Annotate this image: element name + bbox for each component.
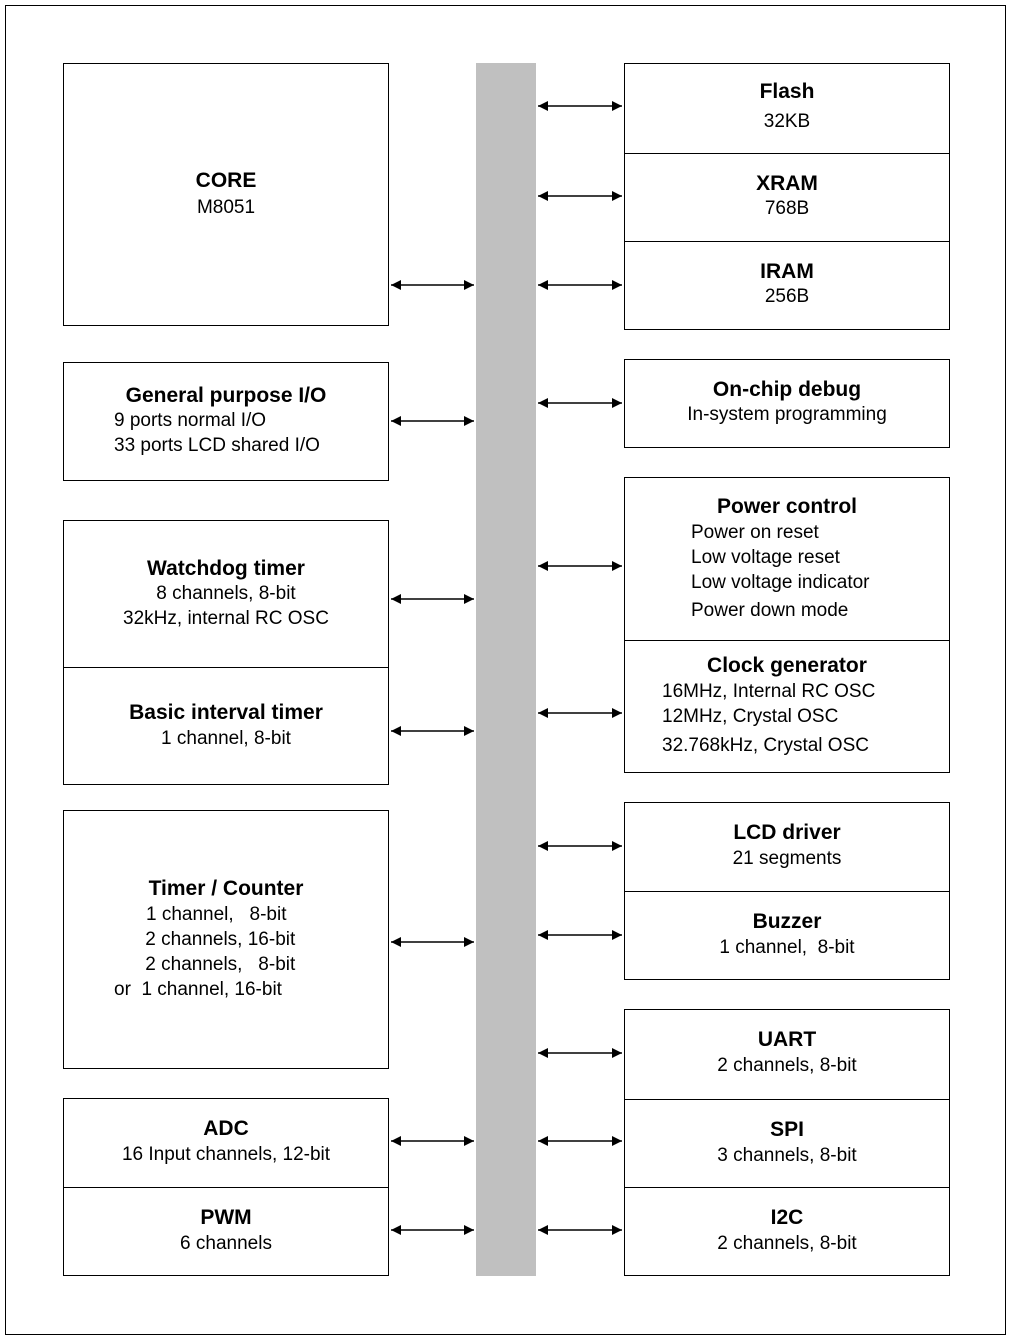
i2c-title: I2C xyxy=(770,1206,804,1229)
power-line-2: Low voltage reset xyxy=(691,547,840,568)
power-line-4: Power down mode xyxy=(691,600,849,621)
i2c-line-1: 2 channels, 8-bit xyxy=(717,1233,857,1254)
watchdog-title: Watchdog timer xyxy=(147,557,305,580)
clock-line-3: 32.768kHz, Crystal OSC xyxy=(662,735,869,756)
adc-title: ADC xyxy=(203,1117,249,1140)
lcd-line-1: 21 segments xyxy=(732,848,842,869)
ocd-line-1: In-system programming xyxy=(687,404,887,425)
lcd-title: LCD driver xyxy=(733,821,841,844)
gpio-line-1: 9 ports normal I/O xyxy=(114,410,267,431)
flash-line-1: 32KB xyxy=(763,111,811,132)
xram-line-1: 768B xyxy=(764,198,810,219)
watchdog-line-1: 8 channels, 8-bit xyxy=(156,583,296,604)
iram-title: IRAM xyxy=(760,260,814,283)
buzzer-line-1: 1 channel, 8-bit xyxy=(719,937,855,958)
clock-title: Clock generator xyxy=(707,654,867,677)
gpio-title: General purpose I/O xyxy=(125,384,327,407)
timer-line-1: 1 channel, 8-bit xyxy=(146,904,287,925)
spi-line-1: 3 channels, 8-bit xyxy=(717,1145,857,1166)
power-line-1: Power on reset xyxy=(691,522,819,543)
power-title: Power control xyxy=(716,495,858,518)
clock-line-2: 12MHz, Crystal OSC xyxy=(662,706,839,727)
buzzer-title: Buzzer xyxy=(752,910,822,933)
bit-line-1: 1 channel, 8-bit xyxy=(161,728,291,749)
ocd-title: On-chip debug xyxy=(712,378,862,401)
clock-line-1: 16MHz, Internal RC OSC xyxy=(662,681,876,702)
timer-line-3: 2 channels, 8-bit xyxy=(140,954,296,975)
timer-line-2: 2 channels, 16-bit xyxy=(140,929,296,950)
uart-line-1: 2 channels, 8-bit xyxy=(717,1055,857,1076)
bit-title: Basic interval timer xyxy=(129,701,323,724)
pwm-title: PWM xyxy=(200,1206,252,1229)
adc-line-1: 16 Input channels, 12-bit xyxy=(121,1144,331,1165)
pwm-line-1: 6 channels xyxy=(180,1233,272,1254)
core-title: CORE xyxy=(195,169,257,192)
gpio-line-2: 33 ports LCD shared I/O xyxy=(114,435,320,456)
uart-title: UART xyxy=(757,1028,817,1051)
xram-title: XRAM xyxy=(756,172,818,195)
spi-title: SPI xyxy=(770,1118,804,1141)
timer-line-4: or 1 channel, 16-bit xyxy=(114,979,282,1000)
iram-line-1: 256B xyxy=(764,286,810,307)
core-subtitle: M8051 xyxy=(196,197,256,218)
power-line-3: Low voltage indicator xyxy=(691,572,870,593)
watchdog-line-2: 32kHz, internal RC OSC xyxy=(123,608,329,629)
flash-title: Flash xyxy=(759,80,815,103)
timer-title: Timer / Counter xyxy=(148,877,304,900)
